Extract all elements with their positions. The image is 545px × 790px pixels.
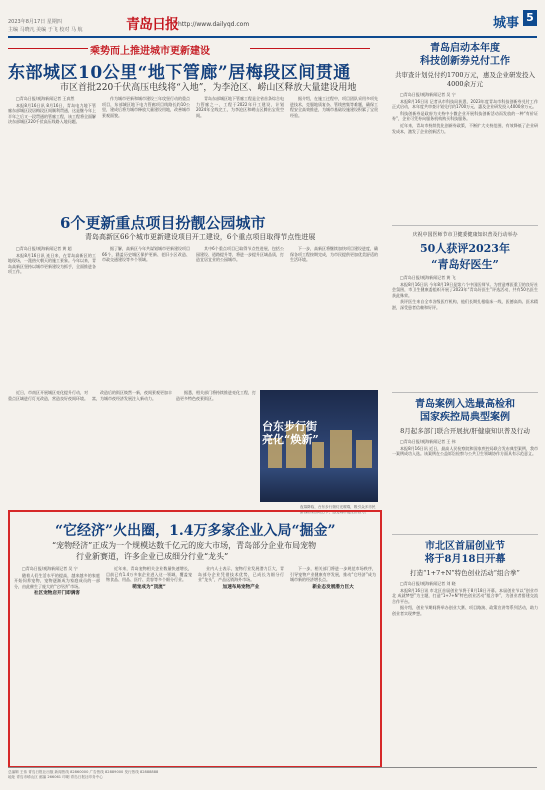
- second-col-2: [102, 246, 190, 386]
- footer-line-2: 地址 青岛市崂山区 邮编 266061 印刷 青岛日报社印务中心: [8, 775, 103, 779]
- right-article-4-headline: 市北区首届创业节 将于8月18日开幕: [424, 541, 506, 565]
- right-article-3-subhead: 8月起多部门联合开展抗/肝健康知识普及行动: [400, 427, 530, 435]
- article-paragraph: 本报8月16日讯 记者从市科技局获悉，2023年度青岛市科技创新券兑付工作正式启动，本年度共审查计划兑付约1700万元，惠及企业研发投入4000余万元。: [392, 98, 538, 110]
- right-divider: [392, 534, 538, 535]
- section-title: 城事: [492, 16, 519, 31]
- photo-story-col-2: [92, 390, 172, 510]
- article-paragraph: 近年来，青岛市持续优化创新券政策，不断扩大支持范围，有效降低了企业研发成本，激发了企业创新活力。: [392, 122, 538, 134]
- second-subhead: 青岛高新区66个城市更新建设项目开工建设，6个重点项目取得节点性进展: [85, 233, 316, 241]
- second-col-1: [8, 246, 96, 386]
- lead-paragraph: 本报8月16日讯 8月16日，青岛电力地下管廊东部城区段居梅段区间顺利贯通，这是继今年上半年之后又一段贯通的管廊工程，该工程将全面解决东部城区220千伏高压线路入地问题。: [8, 102, 96, 125]
- right-article-4-body: [392, 581, 538, 693]
- second-headline: 6个更新重点项目扮靓公园城市: [60, 214, 266, 232]
- article-paragraph: 科技创新券是政府为支持中小微企业开展科技创新活动而发放的一种“有价证券”，企业可凭券向服务机构购买科技服务。: [392, 110, 538, 122]
- banner-title: 乘势而上推进城市更新建设: [90, 46, 210, 57]
- boxed-section-heading: 萌宠成为“顶流”: [132, 584, 166, 590]
- boxed-section-heading: 社区宠物店开门即满客: [34, 591, 80, 597]
- boxed-col-4: [290, 566, 376, 762]
- newspaper-logo: 青岛日报: [126, 17, 178, 33]
- lead-subhead: 市区首批220千伏高压电线将“入地”，为李沧区、崂山区释放大量建设用地: [60, 83, 357, 93]
- boxed-byline: □青岛日报/观海新闻记者 吴 宁: [22, 566, 78, 571]
- page-footer: [8, 767, 537, 784]
- boxed-section-heading: 加速布局宠物产业: [222, 584, 260, 590]
- right-article-2-kicker: 庆祝中国医师节市卫健委健康知识普及行动举办: [412, 232, 518, 238]
- masthead: [8, 6, 537, 38]
- photo-title: 台东步行街 亮化“焕新”: [262, 420, 319, 446]
- right-article-2-headline: 50人获评2023年 “青岛好医生”: [420, 242, 510, 271]
- second-col-4: [290, 246, 378, 386]
- boxed-paragraph: 近年来，青岛宠物相关企业数量快速增长，目前已有1.4万多家企业进入这一领域，覆盖宠物食品、用品、医疗、美容等多个细分行业。: [106, 566, 192, 583]
- photo-story-body: [8, 390, 256, 510]
- article-paragraph: 本报8月16日讯 今年8月19日是第六个中国医师节。为营造尊医重卫的良好社会氛围，市卫生健康委组织开展了2023年“青岛好医生”评选活动，共有50名医生获此殊荣。: [392, 281, 538, 298]
- building-shape: [356, 440, 372, 468]
- right-divider: [392, 392, 538, 393]
- boxed-headline: “它经济”火出圈，1.4万多家企业入局“掘金”: [55, 523, 336, 539]
- boxed-subhead-2: 行业新赛道，许多企业已成细分行业“龙头”: [76, 552, 229, 561]
- lead-col-3: [196, 96, 284, 206]
- right-article-1-subhead: 共审查计划兑付约1700万元，惠及企业研发投入4000余万元: [394, 71, 536, 88]
- right-article-4-subhead: 打造“1+7+N”特色创业活动“组合拳”: [410, 569, 520, 577]
- second-paragraph: 下一步，高新区将继续加快项目建设进度，确保各项工程按期完成，为市民提供更加优美舒适的生活环境。: [290, 246, 378, 263]
- photo-story-paragraph: 近日，市南区开展城区亮化提升行动，对重点区域进行灯光改造，营造良好夜间环境。: [8, 390, 88, 401]
- lead-headline: 东部城区10公里“地下管廊”居梅段区间贯通: [8, 63, 351, 83]
- banner-rule-right: [250, 48, 370, 49]
- second-paragraph: 本报8月16日讯 连日来，在青岛高新区的工地现场，一派热火朝天的施工景象。今年以来，青岛高新区坚持以城市更新建设为抓手，全面推进各项工作。: [8, 252, 96, 275]
- banner-rule-left: [8, 48, 88, 49]
- boxed-paragraph: 随着人们生活水平的提高，越来越多的家庭开始饲养宠物，宠物逐渐成为家庭成员的一部分，由此催生了庞大的“它经济”市场。: [14, 572, 100, 589]
- lead-col-1: [8, 96, 96, 206]
- boxed-paragraph: 业内人士表示，宠物行业发展潜力巨大，青岛部分企业凭借技术优势，已成长为细分行业“龙头”，产品远销海外市场。: [198, 566, 284, 583]
- second-col-3: [196, 246, 284, 386]
- article-paragraph: 本报8月16日讯 市北区首届创业节将于8月18日开幕。本届创业节以“创业市北 成就梦想”为主题，打造“1+7+N”特色创业活动“组合拳”，为创业者搭建交流合作平台。: [392, 587, 538, 604]
- boxed-article: [8, 510, 382, 768]
- right-article-3-body: [392, 439, 538, 529]
- right-divider: [392, 225, 538, 226]
- second-paragraph: 据了解，高新区今年共谋划城市更新建设项目66个，涵盖历史城区保护更新、老旧小区改造、市政交通建设等多个领域。: [102, 246, 190, 263]
- boxed-body: [14, 566, 376, 762]
- boxed-col-3: [198, 566, 284, 762]
- photo-story-paragraph: 据悉，相关部门将持续推进亮化工程，打造更多特色夜景街区。: [176, 390, 256, 401]
- article-byline: □青岛日报/观海新闻记者 吴 宁: [400, 92, 456, 97]
- right-article-3-headline: 青岛案例入选最高检和 国家疾控局典型案例: [415, 399, 515, 423]
- article-paragraph: 据介绍，创业节期间将举办创业大赛、项目路演、政策宣讲等系列活动，助力创业者实现梦想。: [392, 605, 538, 616]
- article-paragraph: 本报8月16日讯 近日，最高人民检察院和国家疾控局联合发布典型案例，我市一案例成功入选。该案例在公益诉讼检察与公共卫生领域协作方面具有示范意义。: [392, 445, 538, 457]
- boxed-section-heading: 新业态发展潜力巨大: [312, 584, 354, 590]
- building-shape: [330, 430, 352, 468]
- article-byline: □青岛日报/观海新闻记者 王 伟: [400, 439, 456, 444]
- right-article-1-headline: 青岛启动本年度 科技创新券兑付工作: [420, 43, 510, 67]
- second-body: [8, 246, 378, 386]
- website-link[interactable]: http://www.dailyqd.com: [178, 21, 250, 28]
- right-column: [392, 42, 538, 693]
- boxed-subhead-1: “宠物经济”正成为一个规模达数千亿元的庞大市场，青岛部分企业布局宠物: [52, 541, 317, 550]
- night-street-photo: [260, 390, 378, 502]
- date-line: 2023年8月17日 星期四: [8, 19, 62, 25]
- lead-paragraph: 作为城市更新和城市建设三年攻坚行动的重点项目，东部城区地下电力管廊项目线路长约10公里，建成后将为城市释放大量建设用地，改善城市景观面貌。: [102, 96, 190, 118]
- lead-col-4: [290, 96, 378, 206]
- lead-col-2: [102, 96, 190, 206]
- lead-paragraph: 青岛东部城区地下管廊工程是全省首条综合电力管廊之一，工程于2022年开工建设，计划2024年全线完工，为李沧区和崂山区腾出宝贵空间。: [196, 96, 284, 118]
- boxed-col-2: [106, 566, 192, 762]
- article-byline: □青岛日报/观海新闻记者 黄 飞: [400, 275, 456, 280]
- photo-story-col-1: [8, 390, 88, 510]
- article-byline: □青岛日报/观海新闻记者 刘 晓: [400, 581, 456, 586]
- masthead-divider: [8, 36, 537, 38]
- editor-line: 主编 马晓凡 美编 于飞 校对 马 航: [8, 27, 83, 33]
- lead-byline: □青岛日报/观海新闻记者 王真然: [16, 96, 75, 101]
- second-byline: □青岛日报/观海新闻记者 黄 超: [16, 246, 72, 251]
- photo-caption: 夜幕降临，台东步行街灯光璀璨，吸引众多市民游客前来游玩打卡，感受城市夜经济活力。: [300, 505, 376, 514]
- boxed-paragraph: 下一步，相关部门将进一步规范市场秩序，引导宠物产业健康有序发展，推动“它经济”成为城市新的经济增长点。: [290, 566, 376, 583]
- right-article-1-body: [392, 92, 538, 220]
- boxed-col-1: [14, 566, 100, 762]
- page-number: 5: [523, 10, 537, 26]
- article-paragraph: 获评医生来自全市各级医疗机构，他们长期扎根临床一线，医德高尚、医术精湛，深受患者信赖和好评。: [392, 299, 538, 310]
- lead-body: [8, 96, 378, 206]
- photo-story-col-3: [176, 390, 256, 510]
- footer-line-1: 总编辑 王伟 青岛日报社出版 新闻热线 82860000 广告热线 82889000 发行热线 82888888: [8, 770, 159, 774]
- right-article-2-body: [392, 275, 538, 387]
- second-paragraph: 其中6个重点项目已取得节点性进展，包括公园建设、道路提升等，将进一步提升区域品质，打造宜居宜业的公园城市。: [196, 246, 284, 263]
- photo-story-paragraph: 改造后的街区焕然一新，夜间景观更加丰富，为城市夜经济发展注入新动力。: [92, 390, 172, 401]
- water-reflection: [260, 468, 378, 502]
- lead-paragraph: 据介绍，在施工过程中，项目团队采用多项先进技术，克服地质复杂、管线密集等难题，确保工程安全高效推进，为城市基础设施建设积累了宝贵经验。: [290, 96, 378, 118]
